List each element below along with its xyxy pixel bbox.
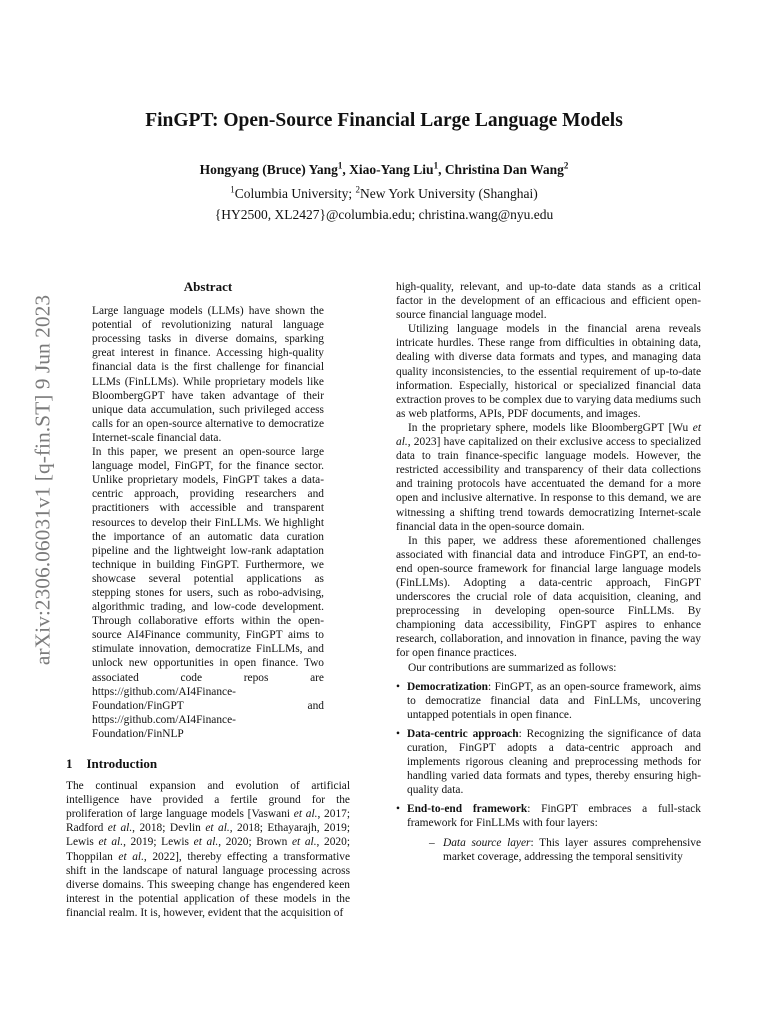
left-column <box>66 280 350 920</box>
abstract-paragraph: Large language models (LLMs) have shown the potential of revolutionizing natural language processing tasks in diverse domains, sparking great interest in finance. Accessing high-quality financial data is the first challenge for financial LLMs (FinLLMs). While proprietary models like BloombergGPT have taken advantage of their unique data accumulation, such privileged access calls for an open-source alternative to democratize Internet-scale financial data. <box>92 305 324 444</box>
contribution-list <box>396 680 701 864</box>
list-item: • Democratization: FinGPT, as an open-source framework, aims to democratize financial data and FinLLMs, uncovering untapped potentials in open finance. <box>396 680 701 722</box>
author-name: Hongyang (Bruce) Yang <box>199 162 338 177</box>
paper-title: FinGPT: Open-Source Financial Large Language Models <box>145 110 623 131</box>
author-list: Hongyang (Bruce) Yang$^1$, Xiao-Yang Liu$^1$, Christina Dan Wang$^2$ <box>199 160 569 177</box>
body-paragraph: Utilizing language models in the financial arena reveals intricate hurdles. These range from difficulties in obtaining data, dealing with diverse data formats and types, and managing data quality inconsistencies, to the essential requirement of up-to-date information. Especially, historical or specialized financial data extraction proves to be complex due to varying data mediums such as web platforms, APIs, PDF documents, and images. <box>396 323 701 420</box>
list-item: • Data-centric approach: Recognizing the significance of data curation, FinGPT adopts a data-centric approach and implements rigorous cleaning and preprocessing methods for handling varied data formats and types, thereby ensuring high-quality data. <box>396 727 701 797</box>
author-name: Christina Dan Wang <box>444 162 564 177</box>
section-title: Introduction <box>86 756 158 771</box>
author-affil-mark: 2 <box>563 160 569 171</box>
body-paragraph: In this paper, we address these aforementioned challenges associated with financial data and introduce FinGPT, an end-to-end open-source framework for financial large language models (FinLLMs). Adopting a data-centric approach, FinGPT underscores the crucial role of data acquisition, cleaning, and preprocessing in developing open-source FinLLMs. By championing data accessibility, FinGPT aspires to enhance research, collaboration, and innovation in finance, paving the way for open finance practices. <box>396 534 701 660</box>
arxiv-side-stamp: arXiv:2306.06031v1 [q-fin.ST] 9 Jun 2023 <box>30 294 55 666</box>
section-number: 1 <box>66 756 73 771</box>
body-paragraph: In the proprietary sphere, models like BloombergGPT [Wu et al., 2023] have capitalized on their exclusive access to specialized data to train finance-specific language models. However, the restricted accessibility and transparency of their data collections and training protocols have accentuated the demand for a more open and inclusive alternative. In response to this demand, we are witnessing a shifting trend towards democratizing Internet-scale financial data in the open-source domain. <box>396 421 701 533</box>
author-affil-mark: 1 <box>337 160 343 171</box>
author-name: Xiao-Yang Liu <box>349 162 434 177</box>
body-paragraph: high-quality, relevant, and up-to-date data stands as a critical factor in the development of an efficacious and efficient open-source financial language model. <box>396 281 701 322</box>
abstract-heading: Abstract <box>183 279 233 294</box>
body-paragraph: The continual expansion and evolution of artificial intelligence have provided a fertile ground for the proliferation of large language models [Vaswani et al., 2017; Radford et al., 2018; Devlin et al., 2018; Ethayarajh, 2019; Lewis et al., 2019; Lewis et al., 2020; Brown et al., 2020; Thoppilan et al., 2022], thereby effecting a transformative shift in the landscape of natural language processing across diverse domains. This sweeping change has engendered keen interest in the potential application of these models in the financial realm. It is, however, evident that the acquisition of <box>66 780 350 919</box>
author-affil-mark: 1 <box>433 160 439 171</box>
body-paragraph: Our contributions are summarized as follows: <box>408 661 617 674</box>
list-item: • End-to-end framework: FinGPT embraces a full-stack framework for FinLLMs with four layers: – Data source layer: This layer assures comprehensive market coverage, addressing the temporal sensitivity <box>396 802 701 863</box>
right-column <box>396 280 701 869</box>
affiliations <box>0 186 768 202</box>
sub-list <box>407 836 701 864</box>
affil-mark: 2 <box>355 184 360 195</box>
sub-list-item: – Data source layer: This layer assures comprehensive market coverage, addressing the temporal sensitivity <box>429 836 701 864</box>
section-heading <box>66 757 350 771</box>
affil-mark: 1 <box>230 184 235 195</box>
author-emails: {HY2500, XL2427}@columbia.edu; christina.wang@nyu.edu <box>214 207 554 222</box>
abstract-body <box>66 304 350 741</box>
affiliation: New York University (Shanghai) <box>360 186 538 201</box>
abstract-paragraph: In this paper, we present an open-source large language model, FinGPT, for the finance sector. Unlike proprietary models, FinGPT takes a data-centric approach, providing researchers and practitioners with accessible and transparent resources to develop their FinLLMs. We highlight the importance of an automatic data curation pipeline and the lightweight low-rank adaptation technique in building FinGPT. Furthermore, we showcase several potential applications as stepping stones for users, such as robo-advising, algorithmic trading, and low-code development. Through collaborative efforts within the open-source AI4Finance community, FinGPT aims to stimulate innovation, democratize FinLLMs, and unlock new opportunities in open finance. Two associated code repos are https://github.com/AI4Finance-Foundation/FinGPT and https://github.com/AI4Finance-Foundation/FinNLP <box>92 446 324 740</box>
affiliation: Columbia University; <box>234 186 356 201</box>
